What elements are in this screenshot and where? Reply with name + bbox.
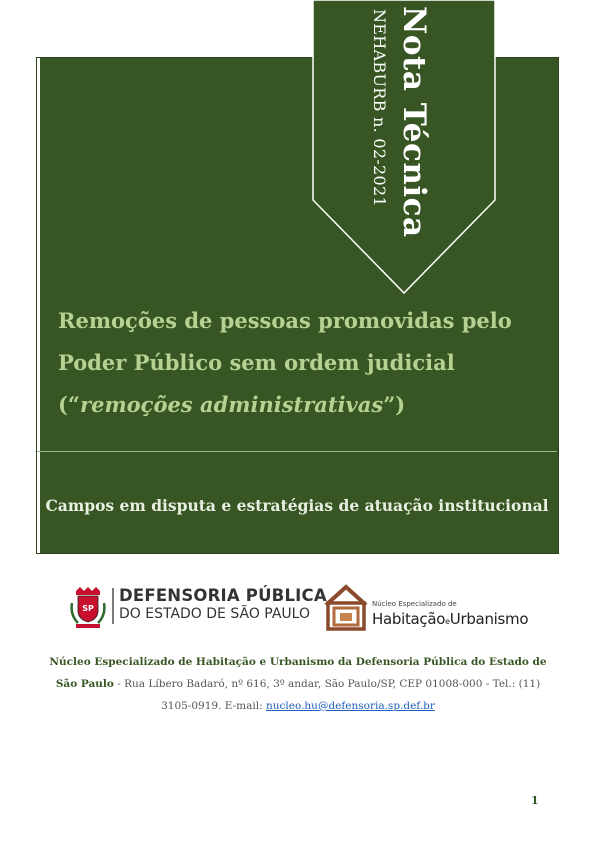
nucleo-label: Núcleo Especializado de	[372, 600, 457, 608]
footer-address: - Rua Líbero Badaró, nº 616, 3º andar, São Paulo/SP, CEP 01008-000 - Tel.: (11) 3105-0919. E-mail:	[113, 678, 541, 712]
contact-footer	[48, 651, 548, 717]
nucleo-name-b: Urbanismo	[449, 610, 529, 628]
title-line-1: Remoções de pessoas promovidas pelo	[58, 308, 512, 333]
page-number: 1	[531, 794, 539, 807]
title-line-3	[58, 384, 528, 426]
defensoria-name: DEFENSORIA PÚBLICA	[119, 586, 327, 605]
nucleo-logo	[322, 583, 529, 631]
title-line-2: Poder Público sem ordem judicial	[58, 350, 455, 375]
title-close-quote: ”)	[383, 392, 406, 417]
footer-org: Núcleo Especializado de Habitação e Urbanismo da Defensoria Pública do Estado de São Paulo	[49, 656, 547, 690]
document-subtitle: Campos em disputa e estratégias de atuação institucional	[45, 496, 549, 515]
banner-subtitle: NEHABURB n. 02-2021	[370, 9, 389, 207]
nucleo-name-a: Habitação	[372, 610, 446, 628]
footer-email-link[interactable]: nucleo.hu@defensoria.sp.def.br	[265, 700, 435, 712]
banner-title: Nota Técnica	[396, 6, 432, 238]
cover-divider	[37, 451, 557, 452]
defensoria-state: DO ESTADO DE SÃO PAULO	[119, 606, 310, 622]
house-spiral-icon	[322, 583, 370, 631]
defensoria-logo	[70, 585, 327, 629]
logo-separator	[112, 588, 114, 624]
svg-text:SP: SP	[82, 604, 94, 613]
title-italic: remoções administrativas	[80, 392, 384, 417]
nucleo-name	[372, 610, 528, 628]
nucleo-name-e: e	[445, 617, 450, 626]
document-title	[58, 300, 528, 426]
sp-coat-of-arms-icon	[70, 585, 106, 629]
title-open-quote: (“	[58, 392, 81, 417]
